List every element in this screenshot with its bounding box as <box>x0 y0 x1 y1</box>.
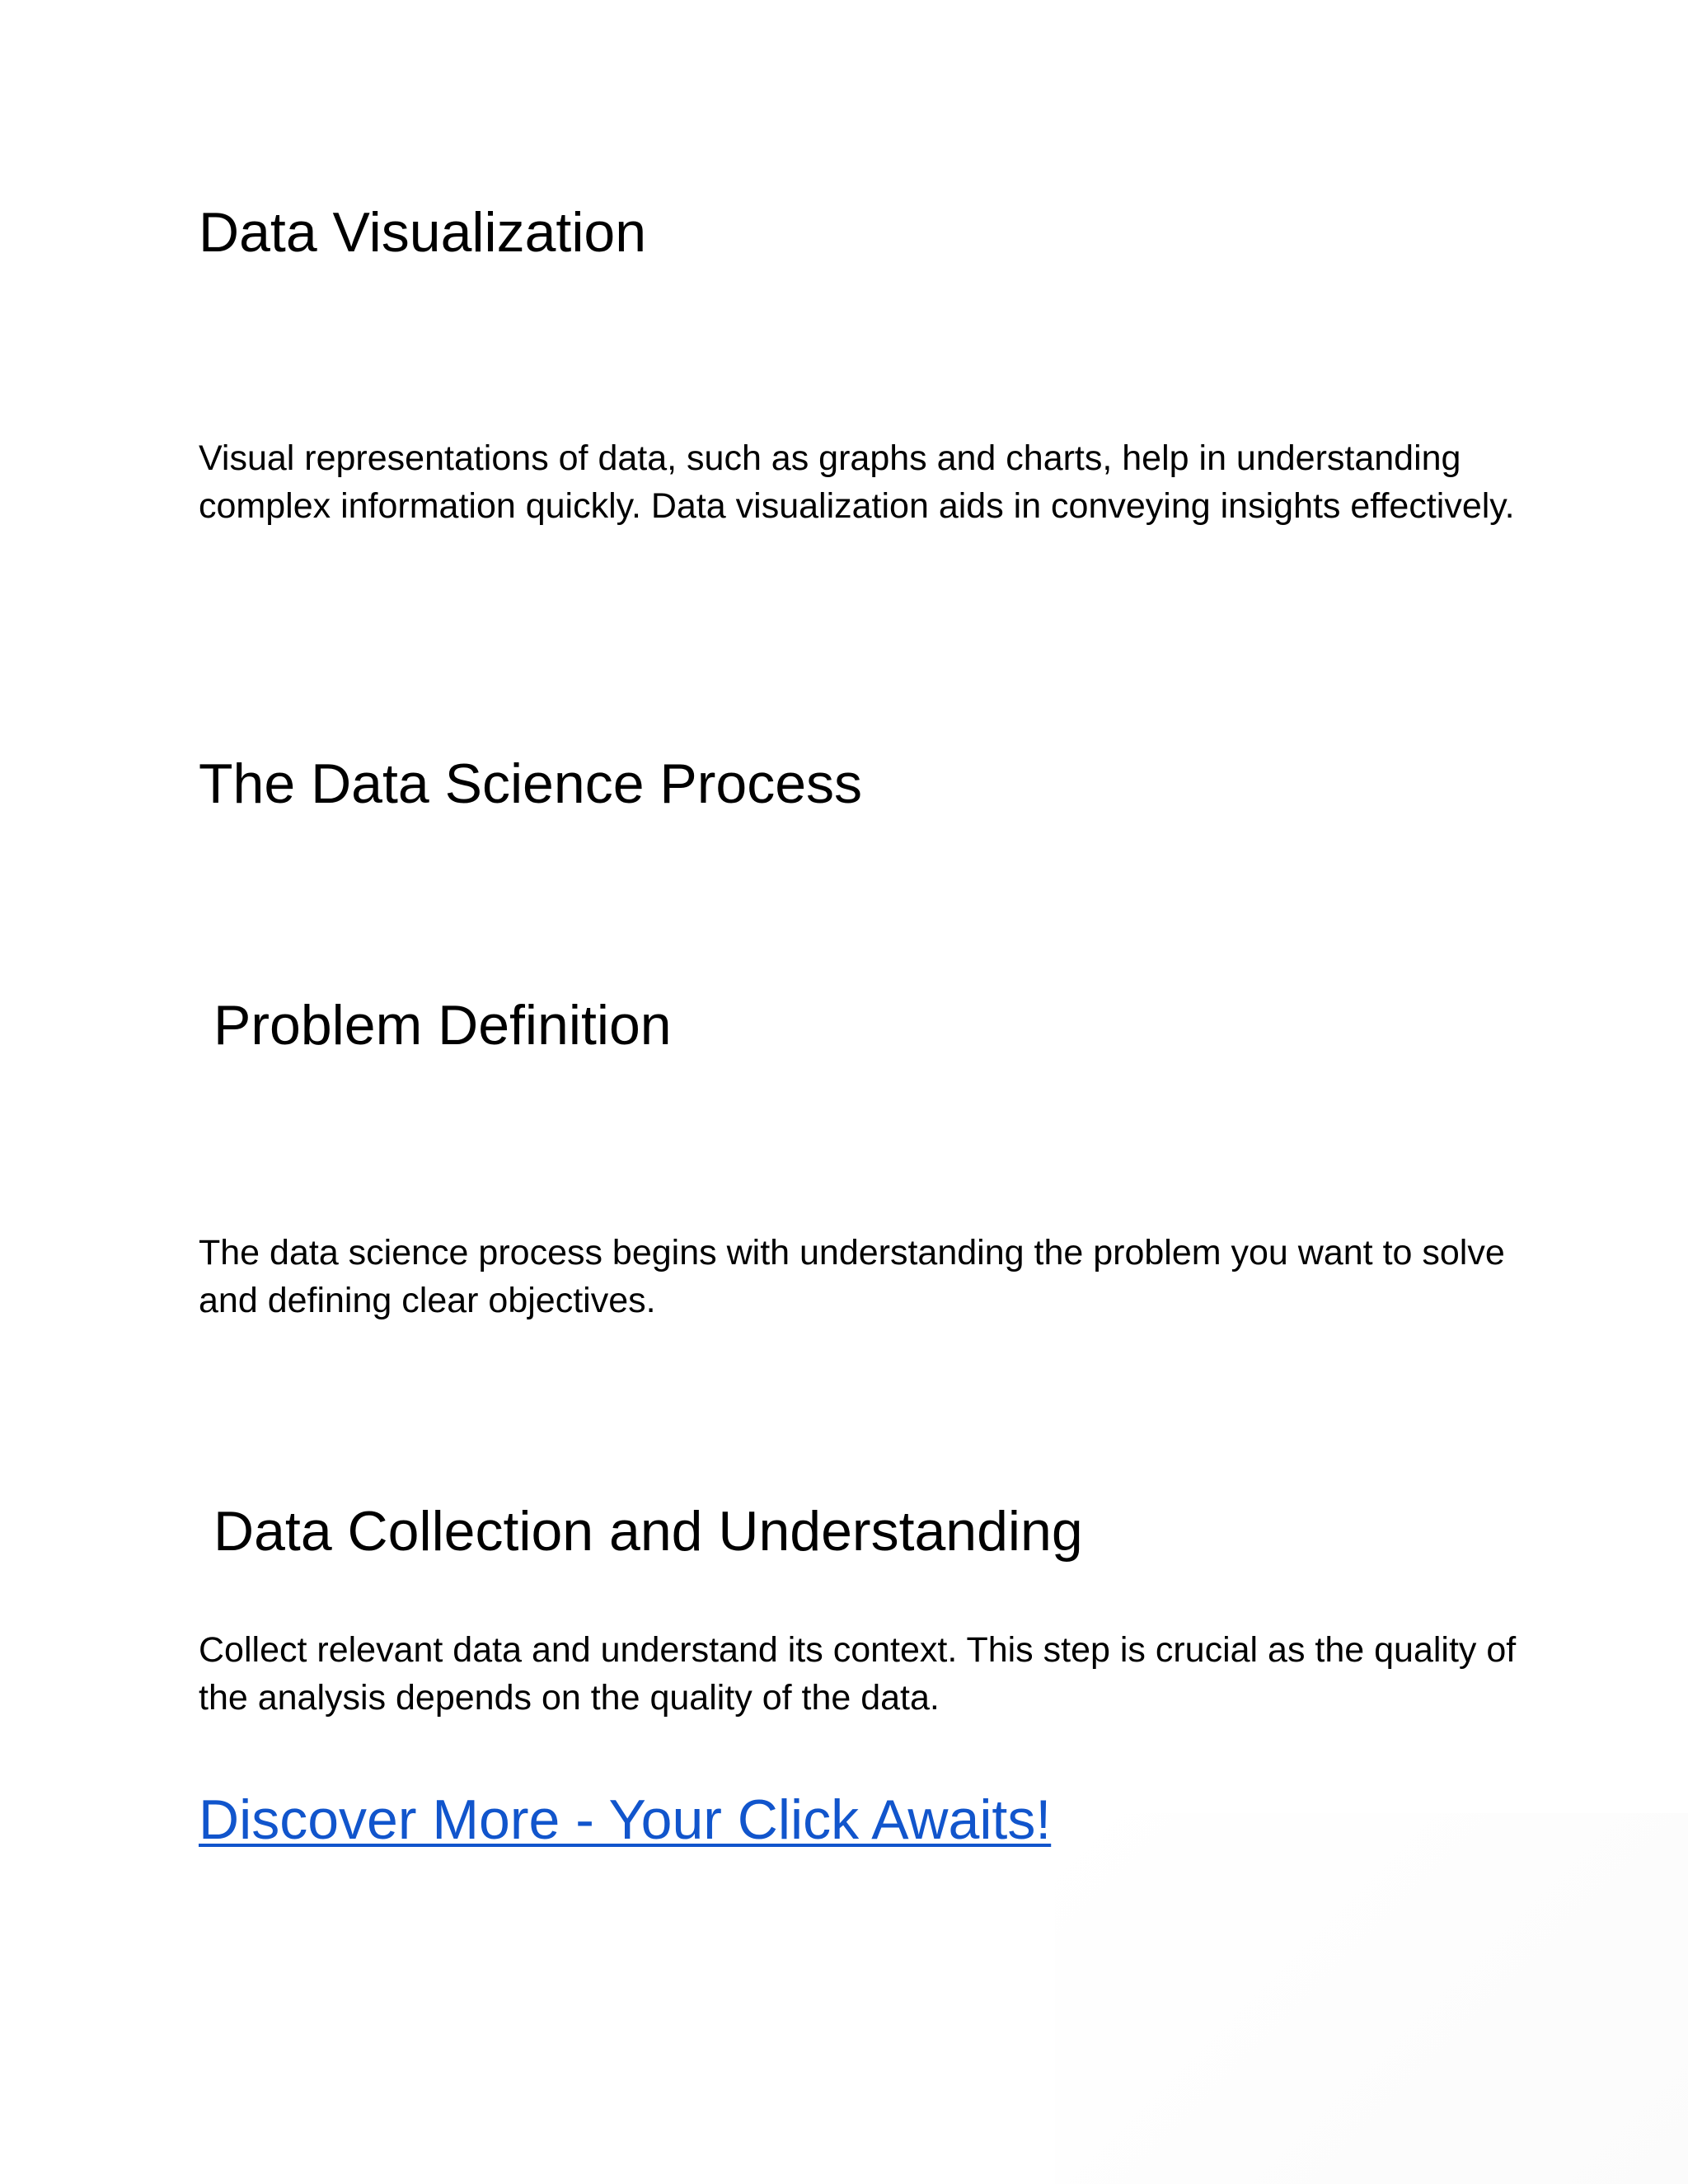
paragraph-data-collection: Collect relevant data and understand its context. This step is crucial as the quality of the analysis depends on the quality of the data. <box>199 1630 1517 1718</box>
paragraph-data-visualization: Visual representations of data, such as graphs and charts, help in understanding complex information quickly. Data visualization aids in conveying insights effectively. <box>199 438 1515 526</box>
heading-data-science-process: The Data Science Process <box>199 752 863 815</box>
heading-problem-definition: Problem Definition <box>213 994 672 1057</box>
discover-more-link[interactable]: Discover More - Your Click Awaits! <box>199 1788 1052 1851</box>
page-shade <box>1055 1813 1688 2184</box>
paragraph-problem-definition: The data science process begins with understanding the problem you want to solve and defining clear objectives. <box>199 1233 1505 1320</box>
heading-data-visualization: Data Visualization <box>199 201 647 264</box>
heading-data-collection: Data Collection and Understanding <box>213 1500 1083 1563</box>
